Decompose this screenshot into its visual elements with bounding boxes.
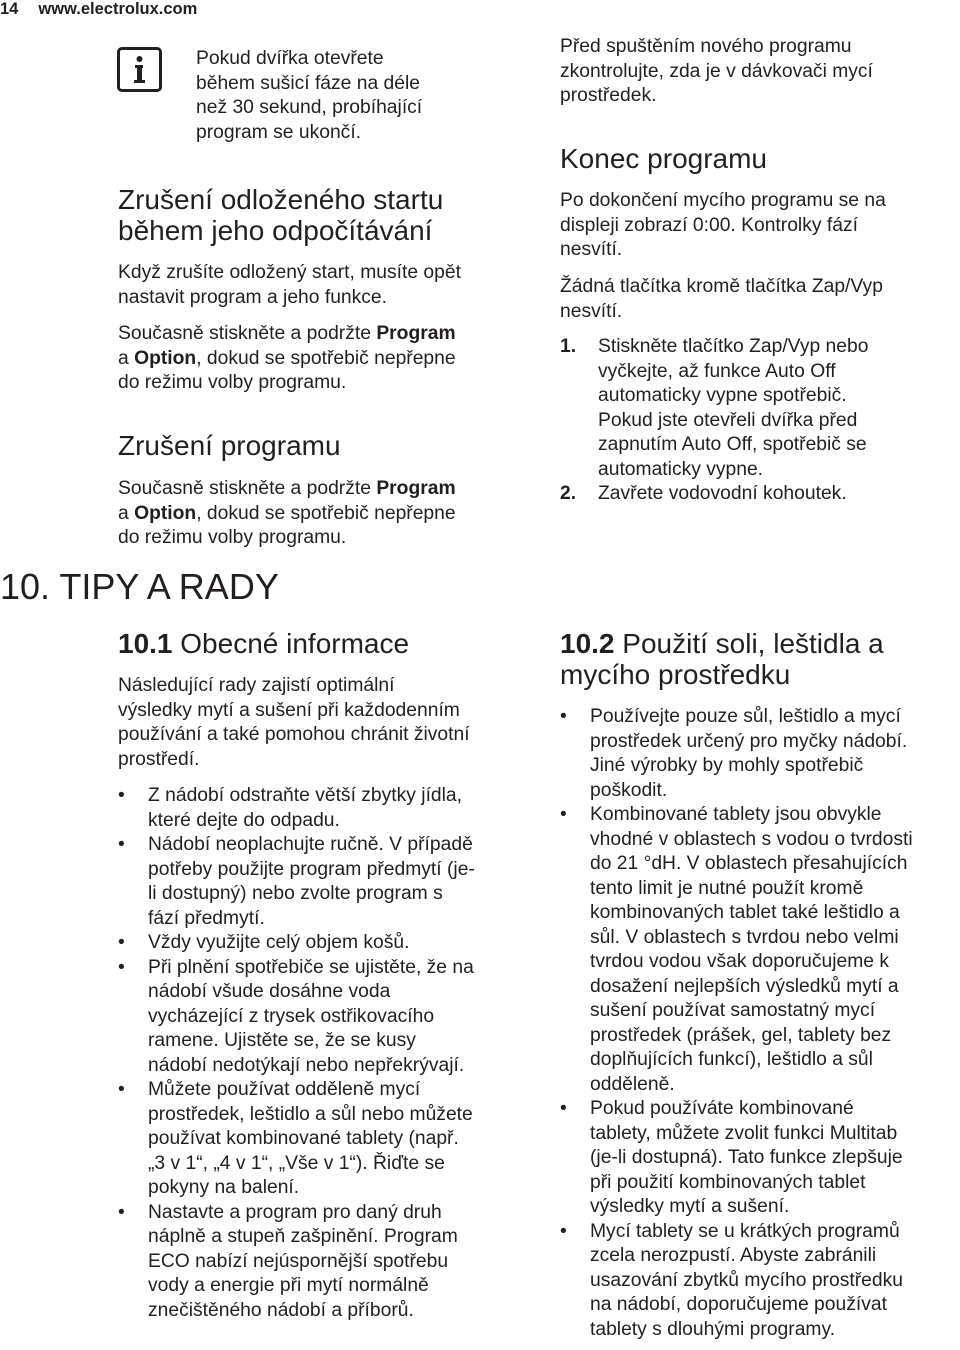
section-10-1-bullets [118,784,538,1323]
chapter-title: 10. TIPY A RADY [0,566,279,607]
cancel-delay-paragraph: Když zrušíte odložený start, musíte opět nastavit program a jeho funkce. [118,262,461,308]
step-text: Stiskněte tlačítko Zap/Vyp nebo vyčkejte, až funkce Auto Off automaticky vypne spotřebič. Pokud jste otevřeli dvířka před zapnutím Auto Off, spotřebič se automaticky vypne. [598,336,869,480]
instruction-text: Současně stiskněte a podržte [118,323,377,344]
cancel-delay-heading: Zrušení odloženého startu během jeho odpočítávání [118,184,444,246]
list-item: • Používejte pouze sůl, leštidlo a mycí prostředek určený pro myčky nádobí. Jiné výrobky by mohly spotřebič poškodit. [560,705,960,803]
cancel-program-instruction [118,477,456,551]
list-item: • Při plnění spotřebiče se ujistěte, že na nádobí všude dosáhne voda vycházející z trysek ostřikovacího ramene. Ujistěte se, že se kusy nádobí nedotýkají nebo nepřekrývají. [118,956,538,1079]
end-program-paragraph: Po dokončení mycího programu se na displeji zobrazí 0:00. Kontrolky fází nesvítí. [560,190,886,260]
list-item: • Kombinované tablety jsou obvykle vhodné v oblastech s vodou o tvrdosti do 21 °dH. V oblastech přesahujících tento limit je nutné použít kromě kombinovaných tablet také leštidlo a sůl. V oblastech s tvrdou nebo velmi tvrdou vodou však doporučujeme k dosažení nejlepších výsledků mytí a sušení používat samostatný mycí prostředek (prášek, gel, tablety bez doplňujících funkcí), leštidlo a sůl odděleně. [560,803,960,1097]
list-item: • Z nádobí odstraňte větší zbytky jídla, které dejte do odpadu. [118,784,538,833]
instruction-text: , dokud se spotřebič nepřepne do režimu volby programu. [118,347,456,393]
program-button-label: Program [376,478,456,499]
top-paragraph: Před spuštěním nového programu zkontrolujte, zda je v dávkovači mycí prostředek. [560,36,873,106]
section-title: Obecné informace [172,628,410,659]
page-header [0,0,197,22]
section-10-2-heading [560,628,884,690]
cancel-program-heading: Zrušení programu [118,430,341,461]
instruction-text: Současně stiskněte a podržte [118,478,377,499]
step-item [560,482,960,507]
step-number: 2. [560,483,577,504]
list-item: • Mycí tablety se u krátkých programů zcela nerozpustí. Abyste zabránili usazování zbytků mycího prostředku na nádobí, doporučujeme používat tablety s dlouhými programy. [560,1220,960,1343]
cancel-delay-instruction [118,322,456,396]
end-program-note: Žádná tlačítka kromě tlačítka Zap/Vyp nesvítí. [560,276,883,322]
end-program-heading: Konec programu [560,143,768,174]
list-item: • Nastavte a program pro daný druh náplně a stupeň zašpinění. Program ECO nabízí nejúspornější spotřebu vody a energie při mytí normálně znečištěného nádobí a příborů. [118,1201,538,1324]
step-item [560,335,960,482]
list-item: • Pokud používáte kombinované tablety, můžete zvolit funkci Multitab (je-li dostupná). Tato funkce zlepšuje při použití kombinovaných tablet výsledky mytí a sušení. [560,1097,960,1220]
step-text: Zavřete vodovodní kohoutek. [598,483,847,504]
section-10-1-heading [118,628,409,659]
section-10-2-bullets [560,705,960,1342]
section-number: 10.2 [560,628,615,659]
program-button-label: Program [376,323,456,344]
section-title: Použití soli, leštidla a mycího prostředku [560,628,884,690]
instruction-text: , dokud se spotřebič nepřepne do režimu volby programu. [118,502,456,548]
instruction-text: a [118,347,129,369]
list-item: • Vždy využijte celý objem košů. [118,931,538,956]
instruction-text: a [118,502,129,524]
end-program-steps [560,335,960,507]
section-number: 10.1 [118,628,173,659]
option-button-label: Option [134,347,197,369]
option-button-label: Option [134,502,197,524]
info-icon [117,47,162,92]
website-link[interactable]: www.electrolux.com [38,0,198,18]
step-number: 1. [560,336,577,357]
section-10-1-intro: Následující rady zajistí optimální výsledky mytí a sušení při každodenním používání a také pomohou chránit životní prostředí. [118,675,470,770]
list-item: • Můžete používat odděleně mycí prostředek, leštidlo a sůl nebo můžete používat kombinované tablety (např. „3 v 1“, „4 v 1“, „Vše v 1“). Řiďte se pokyny na balení. [118,1078,538,1201]
list-item: • Nádobí neoplachujte ručně. V případě potřeby použijte program předmytí (je- li dostupný) nebo zvolte program s fází předmytí. [118,833,538,931]
info-note: Pokud dvířka otevřete během sušicí fáze na déle než 30 sekund, probíhající program se ukončí. [196,48,423,143]
page-number: 14 [0,0,19,18]
